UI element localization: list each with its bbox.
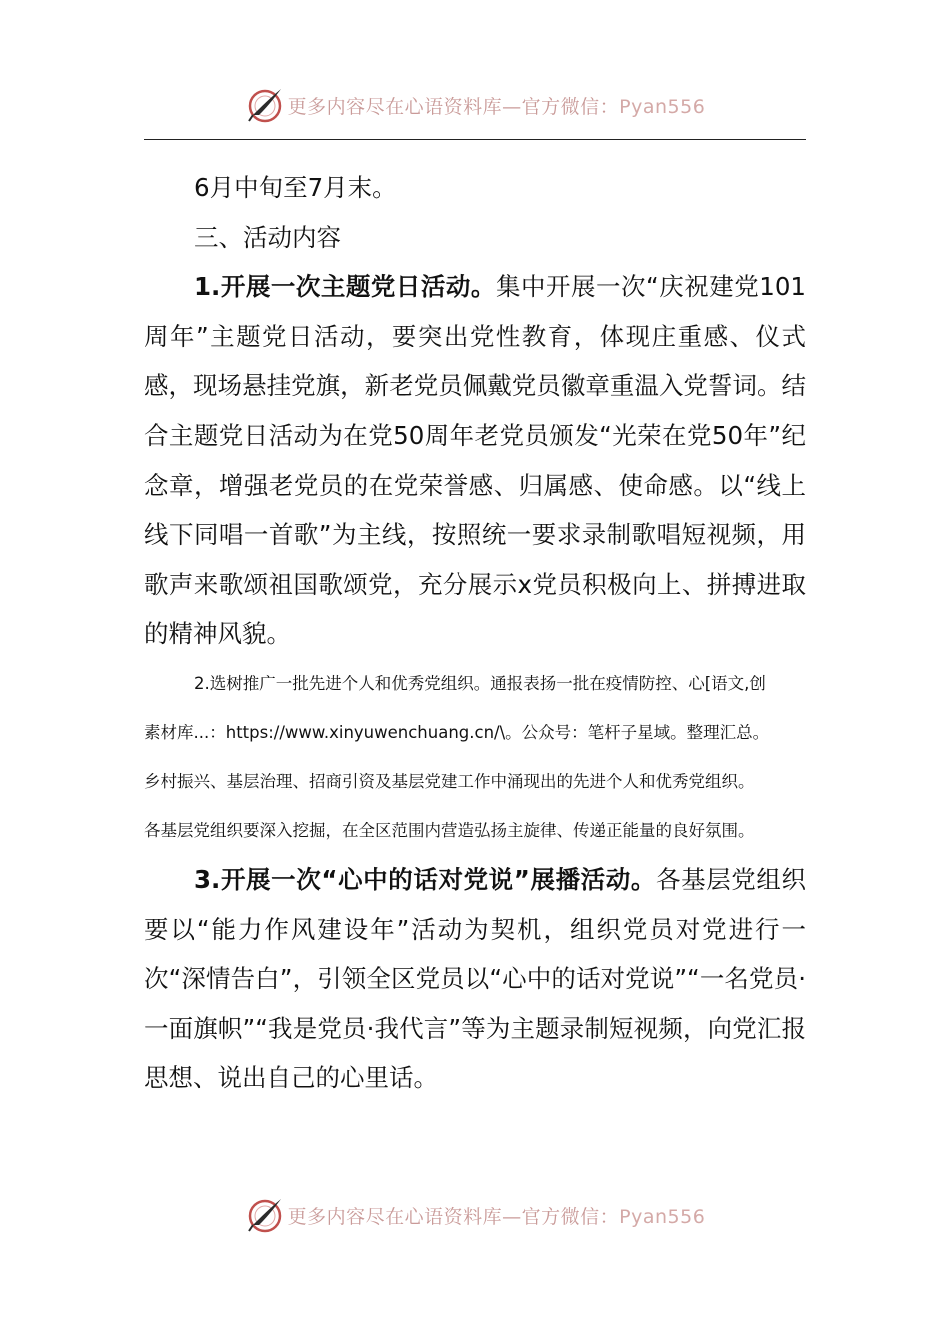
item-2-line: 素材库...：https://www.xinyuwenchuang.cn/\。公众号：笔杆子星域。整理汇总。 xyxy=(144,722,770,742)
header-divider xyxy=(144,139,806,140)
item-2-line: 2.选树推广一批先进个人和优秀党组织。通报表扬一批在疫情防控、心[语文,创 xyxy=(194,673,766,693)
quill-logo-icon xyxy=(245,1195,285,1235)
item-2-block xyxy=(144,659,806,855)
item-2-line: 乡村振兴、基层治理、招商引资及基层党建工作中涌现出的先进个人和优秀党组织。 xyxy=(144,771,755,791)
item-2-line: 各基层党组织要深入挖掘，在全区范围内营造弘扬主旋律、传递正能量的良好氛围。 xyxy=(144,820,755,840)
item-3-heading: 3.开展一次“心中的话对党说”展播活动。 xyxy=(194,864,656,894)
item-3-body: 各基层党组织要以“能力作风建设年”活动为契机，组织党员对党进行一次“深情告白”，引领全区党员以“心中的话对党说”“一名党员·一面旗帜”“我是党员·我代言”等为主题录制短视频，向党汇报思想、说出自己的心里话。 xyxy=(144,864,807,1093)
document-body xyxy=(144,163,806,1103)
item-1-heading: 1.开展一次主题党日活动。 xyxy=(194,272,496,302)
watermark-text: 更多内容尽在心语资料库—官方微信： xyxy=(287,1205,620,1228)
paragraph-item-3 xyxy=(144,855,806,1103)
watermark-text: 更多内容尽在心语资料库—官方微信： xyxy=(287,95,620,118)
watermark-wechat-id: Pyan556 xyxy=(619,1205,706,1228)
quill-logo-icon xyxy=(245,85,285,125)
paragraph-item-1 xyxy=(144,262,806,659)
item-1-body: 集中开展一次“庆祝建党101周年”主题党日活动，要突出党性教育，体现庄重感、仪式感，现场悬挂党旗，新老党员佩戴党员徽章重温入党誓词。结合主题党日活动为在党50周年老党员颁发“光荣在党50年”纪念章，增强老党员的在党荣誉感、归属感、使命感。以“线上线下同唱一首歌”为主线，按照统一要求录制歌唱短视频，用歌声来歌颂祖国歌颂党，充分展示x党员积极向上、拼搏进取的精神风貌。 xyxy=(144,272,806,649)
footer-watermark xyxy=(0,1192,950,1238)
section-heading: 三、活动内容 xyxy=(194,222,341,252)
paragraph-period: 6月中旬至7月末。 xyxy=(194,173,397,202)
header-watermark xyxy=(0,82,950,128)
watermark-wechat-id: Pyan556 xyxy=(619,95,706,118)
